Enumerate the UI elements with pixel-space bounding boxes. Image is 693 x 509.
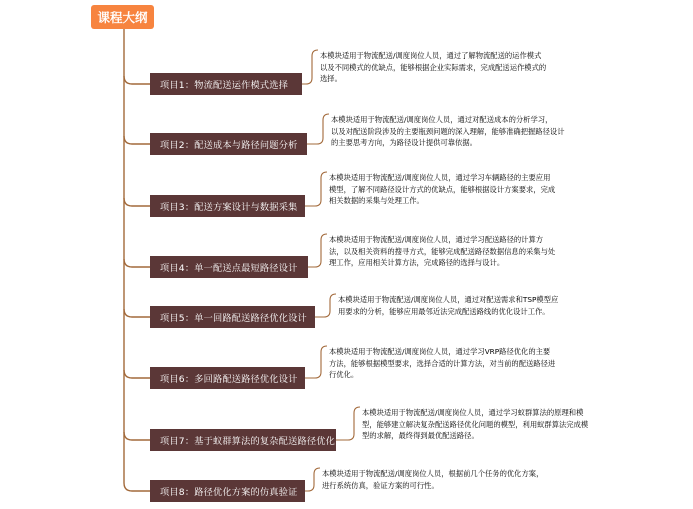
description-line: 本模块适用于物流配送/调度岗位人员，通过学习VRP路径优化的主要 xyxy=(329,347,551,356)
description-line: 的主要思考方向，为路径设计提供可靠依据。 xyxy=(331,138,477,148)
branch-line xyxy=(124,432,150,440)
description-connector xyxy=(302,50,318,84)
description-line: 选择。 xyxy=(320,74,342,84)
topic-description-3 xyxy=(329,172,555,207)
description-line: 相关数据的采集与处理工作。 xyxy=(329,196,424,206)
topic-node-2[interactable]: 项目2：配送成本与路径问题分析 xyxy=(150,133,307,155)
description-line: 方法，能够根据模型要求，选择合适的计算方法，对当前的配送路径进 xyxy=(329,358,556,368)
description-line: 型，能够建立解决复杂配送路径优化问题的模型，利用蚁群算法完成模 xyxy=(362,419,589,429)
description-connector xyxy=(307,114,329,144)
topic-description-4 xyxy=(329,234,555,269)
description-line: 本模块适用于物流配送/调度岗位人员，通过学习蚁群算法的原理和模 xyxy=(362,408,584,417)
description-connector xyxy=(308,234,327,267)
topic-node-3[interactable]: 项目3：配送方案设计与数据采集 xyxy=(150,195,305,217)
description-line: 本模块适用于物流配送/调度岗位人员，根据前几个任务的优化方案， xyxy=(322,469,544,478)
description-line: 模型，了解不同路径设计方式的优缺点，能够根据设计方案要求，完成 xyxy=(329,184,556,194)
branch-line xyxy=(124,136,150,144)
branch-line xyxy=(124,370,150,378)
description-line: 本模块适用于物流配送/调度岗位人员，通过学习配送路径的计算方 xyxy=(329,235,544,244)
description-line: 进行系统仿真，验证方案的可行性。 xyxy=(322,480,439,490)
description-line: 以及对配送阶段涉及的主要瓶颈问题的深入理解，能够准确把握路径设计 xyxy=(331,126,565,136)
topic-node-1[interactable]: 项目1：物流配送运作模式选择 xyxy=(150,73,302,95)
topic-node-8[interactable]: 项目8：路径优化方案的仿真验证 xyxy=(150,480,305,502)
branch-line xyxy=(124,259,150,267)
description-connector xyxy=(305,468,320,491)
branch-line xyxy=(124,309,150,317)
topic-description-2 xyxy=(331,114,565,149)
branch-line xyxy=(124,483,150,491)
description-connector xyxy=(305,172,327,206)
description-line: 用要求的分析，能够应用最邻近法完成配送路线的优化设计工作。 xyxy=(338,306,550,316)
description-line: 法，以及相关资料的搜寻方式，能够完成配送路径数据信息的采集与处 xyxy=(329,246,556,256)
description-line: 理工作，应用相关计算方法，完成路径的选择与设计。 xyxy=(329,258,505,268)
topic-description-6 xyxy=(329,346,555,381)
description-line: 本模块适用于物流配送/调度岗位人员，通过了解物流配送的运作模式 xyxy=(320,51,542,60)
description-line: 行优化。 xyxy=(329,370,359,380)
branch-line xyxy=(124,198,150,206)
description-connector xyxy=(336,407,360,440)
topic-description-5 xyxy=(338,294,558,317)
topic-node-7[interactable]: 项目7：基于蚁群算法的复杂配送路径优化 xyxy=(150,429,336,451)
topic-description-1 xyxy=(320,50,546,85)
root-node[interactable]: 课程大纲 xyxy=(91,5,154,29)
description-line: 型的求解，最终得到最优配送路径。 xyxy=(362,431,479,441)
branch-line xyxy=(124,76,150,84)
topic-node-6[interactable]: 项目6：多回路配送路径优化设计 xyxy=(150,367,305,389)
description-line: 本模块适用于物流配送/调度岗位人员，通过对配送成本的分析学习， xyxy=(331,115,553,124)
topic-description-7 xyxy=(362,407,588,442)
topic-node-5[interactable]: 项目5：单一回路配送路径优化设计 xyxy=(150,306,315,328)
topic-node-4[interactable]: 项目4：单一配送点最短路径设计 xyxy=(150,256,308,278)
description-line: 本模块适用于物流配送/调度岗位人员，通过对配送需求和TSP模型应 xyxy=(338,295,559,304)
description-connector xyxy=(315,294,336,317)
description-line: 本模块适用于物流配送/调度岗位人员，通过学习车辆路径的主要应用 xyxy=(329,173,551,182)
description-connector xyxy=(305,346,327,378)
description-line: 以及不同模式的优缺点，能够根据企业实际需求，完成配送运作模式的 xyxy=(320,62,547,72)
topic-description-8 xyxy=(322,468,543,491)
